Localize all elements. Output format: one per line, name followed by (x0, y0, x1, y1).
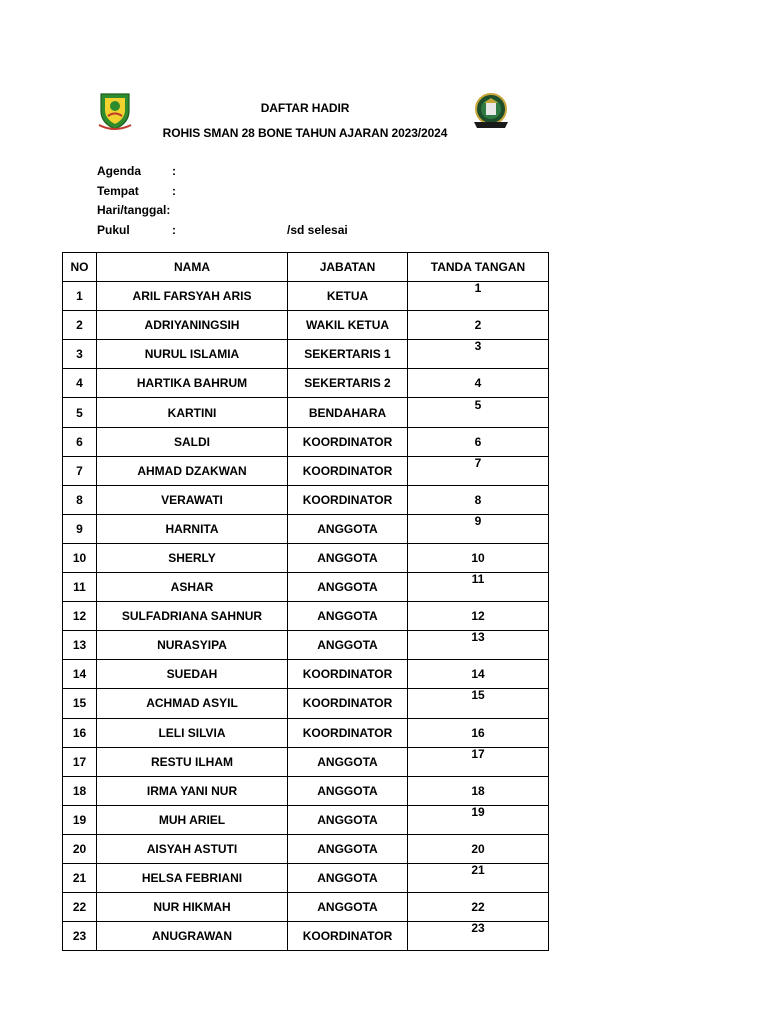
agenda-colon: : (172, 164, 176, 178)
cell-nama-text: AISYAH ASTUTI (146, 841, 238, 856)
header-no: NO (63, 253, 97, 282)
cell-nama-text: NUR HIKMAH (153, 900, 231, 915)
cell-no (63, 631, 97, 660)
cell-nama-text: VERAWATI (161, 492, 223, 507)
cell-signature-text: 7 (474, 456, 482, 470)
cell-signature-text: 13 (471, 630, 485, 645)
cell-no (63, 573, 97, 602)
cell-signature (408, 340, 549, 369)
cell-signature-text: 14 (471, 667, 485, 682)
cell-nama (97, 427, 288, 456)
cell-jabatan (288, 893, 408, 922)
cell-jabatan (288, 573, 408, 602)
cell-jabatan (288, 340, 408, 369)
header-tanda-tangan: TANDA TANGAN (408, 253, 549, 282)
cell-signature-text: 23 (471, 921, 485, 936)
cell-signature (408, 660, 549, 689)
cell-signature (408, 311, 549, 340)
cell-jabatan (288, 514, 408, 543)
cell-nama (97, 282, 288, 311)
cell-jabatan-text: KOORDINATOR (302, 725, 393, 740)
cell-nama (97, 311, 288, 340)
cell-signature-text: 22 (471, 900, 485, 915)
cell-no-text: 13 (72, 638, 87, 653)
cell-no (63, 776, 97, 805)
table-row (63, 398, 549, 427)
page-title: DAFTAR HADIR (260, 101, 350, 115)
cell-jabatan-text: ANGGOTA (317, 900, 378, 915)
cell-nama (97, 573, 288, 602)
cell-nama-text: ADRIYANINGSIH (144, 318, 240, 333)
header-jabatan: JABATAN (288, 253, 408, 282)
cell-nama (97, 922, 288, 951)
cell-jabatan-text: KETUA (326, 289, 369, 304)
cell-no-text: 1 (76, 289, 83, 304)
cell-signature (408, 718, 549, 747)
cell-signature (408, 922, 549, 951)
cell-signature (408, 631, 549, 660)
table-row (63, 863, 549, 892)
cell-no-text: 10 (72, 550, 87, 565)
cell-jabatan (288, 660, 408, 689)
cell-no-text: 6 (76, 434, 83, 449)
cell-nama (97, 834, 288, 863)
table-row (63, 369, 549, 398)
cell-nama (97, 631, 288, 660)
pukul-label: Pukul (97, 222, 130, 237)
cell-signature (408, 427, 549, 456)
table-row (63, 893, 549, 922)
table-row (63, 485, 549, 514)
cell-signature-text: 20 (471, 841, 485, 856)
cell-signature-text: 5 (474, 397, 482, 412)
cell-no-text: 20 (72, 841, 87, 856)
table-row (63, 747, 549, 776)
cell-no (63, 514, 97, 543)
cell-signature-text: 2 (474, 318, 482, 333)
table-row (63, 311, 549, 340)
regional-emblem-icon (97, 91, 133, 131)
cell-jabatan (288, 718, 408, 747)
table-header-row (63, 253, 549, 282)
cell-no-text: 22 (72, 900, 87, 915)
school-badge-icon (470, 92, 512, 130)
cell-jabatan (288, 456, 408, 485)
cell-jabatan (288, 631, 408, 660)
cell-signature-text: 11 (471, 572, 485, 587)
cell-jabatan-text: ANGGOTA (317, 580, 378, 595)
cell-no (63, 922, 97, 951)
cell-nama-text: HELSA FEBRIANI (141, 871, 243, 886)
cell-nama (97, 747, 288, 776)
cell-signature (408, 398, 549, 427)
cell-no-text: 4 (76, 376, 83, 391)
cell-signature (408, 369, 549, 398)
tempat-label: Tempat (97, 183, 139, 198)
cell-jabatan-text: ANGGOTA (317, 550, 378, 565)
cell-signature-text: 16 (471, 725, 485, 740)
cell-jabatan-text: ANGGOTA (317, 783, 378, 798)
cell-signature-text: 17 (471, 747, 485, 761)
table-row (63, 340, 549, 369)
cell-nama (97, 660, 288, 689)
cell-nama (97, 863, 288, 892)
cell-nama-text: MUH ARIEL (158, 812, 226, 827)
cell-no-text: 16 (72, 725, 87, 740)
cell-no (63, 427, 97, 456)
cell-jabatan-text: ANGGOTA (317, 521, 378, 536)
cell-no (63, 369, 97, 398)
cell-signature (408, 543, 549, 572)
cell-nama (97, 485, 288, 514)
cell-jabatan-text: KOORDINATOR (302, 667, 393, 682)
cell-nama-text: HARNITA (165, 521, 219, 536)
cell-nama (97, 776, 288, 805)
cell-no-text: 23 (72, 929, 87, 944)
cell-jabatan-text: SEKERTARIS 2 (304, 376, 391, 391)
cell-no (63, 747, 97, 776)
cell-jabatan (288, 805, 408, 834)
cell-no-text: 19 (72, 812, 87, 827)
table-row (63, 514, 549, 543)
table-row (63, 427, 549, 456)
attendance-table (62, 252, 549, 951)
cell-nama (97, 543, 288, 572)
cell-no (63, 398, 97, 427)
cell-signature-text: 12 (471, 609, 485, 624)
cell-no (63, 805, 97, 834)
cell-no-text: 14 (72, 667, 87, 682)
page-subtitle: ROHIS SMAN 28 BONE TAHUN AJARAN 2023/2024 (162, 126, 448, 140)
table-row (63, 282, 549, 311)
cell-signature-text: 8 (474, 492, 482, 507)
cell-jabatan-text: ANGGOTA (317, 638, 378, 653)
cell-signature (408, 485, 549, 514)
cell-nama-text: AHMAD DZAKWAN (137, 463, 247, 478)
table-row (63, 602, 549, 631)
header-nama: NAMA (97, 253, 288, 282)
table-row (63, 456, 549, 485)
cell-jabatan-text: ANGGOTA (317, 871, 378, 886)
cell-jabatan-text: KOORDINATOR (302, 492, 393, 507)
cell-jabatan (288, 369, 408, 398)
cell-signature (408, 834, 549, 863)
cell-signature-text: 4 (474, 376, 482, 391)
pukul-tail: /sd selesai (287, 222, 348, 237)
cell-no (63, 863, 97, 892)
cell-signature (408, 689, 549, 718)
cell-signature-text: 10 (471, 550, 485, 565)
cell-nama-text: SULFADRIANA SAHNUR (121, 609, 263, 624)
cell-no (63, 543, 97, 572)
cell-signature-text: 3 (474, 339, 482, 354)
cell-jabatan (288, 863, 408, 892)
cell-nama-text: NURUL ISLAMIA (144, 347, 240, 362)
cell-signature-text: 1 (474, 281, 482, 296)
cell-nama-text: ASHAR (170, 580, 214, 595)
cell-nama (97, 456, 288, 485)
cell-signature (408, 282, 549, 311)
cell-jabatan-text: KOORDINATOR (302, 434, 393, 449)
cell-nama-text: ARIL FARSYAH ARIS (132, 289, 252, 304)
cell-jabatan-text: WAKIL KETUA (305, 318, 390, 333)
tempat-colon: : (172, 183, 176, 198)
table-row (63, 660, 549, 689)
cell-no-text: 21 (72, 871, 87, 886)
cell-signature-text: 18 (471, 783, 485, 798)
cell-nama-text: IRMA YANI NUR (146, 783, 238, 798)
cell-no-text: 11 (73, 580, 86, 595)
cell-jabatan (288, 922, 408, 951)
hari-tanggal-label: Hari/tanggal: (97, 203, 171, 217)
cell-no-text: 18 (72, 783, 87, 798)
table-row (63, 631, 549, 660)
cell-signature (408, 776, 549, 805)
cell-nama-text: KARTINI (167, 405, 217, 420)
cell-nama-text: SUEDAH (166, 667, 218, 682)
cell-signature-text: 15 (471, 688, 485, 703)
cell-nama (97, 369, 288, 398)
cell-signature-text: 9 (474, 514, 482, 528)
cell-jabatan-text: ANGGOTA (317, 609, 378, 624)
cell-jabatan (288, 398, 408, 427)
cell-no-text: 7 (76, 463, 83, 478)
cell-signature (408, 893, 549, 922)
cell-jabatan (288, 543, 408, 572)
cell-nama (97, 893, 288, 922)
cell-jabatan-text: KOORDINATOR (302, 696, 393, 711)
cell-nama (97, 398, 288, 427)
cell-no (63, 311, 97, 340)
cell-jabatan (288, 776, 408, 805)
cell-nama-text: SALDI (174, 434, 210, 449)
cell-no (63, 340, 97, 369)
cell-no-text: 8 (76, 492, 83, 507)
cell-nama (97, 718, 288, 747)
cell-nama-text: SHERLY (168, 550, 216, 565)
table-row (63, 776, 549, 805)
table-row (63, 805, 549, 834)
cell-signature-text: 19 (471, 805, 485, 819)
cell-jabatan-text: ANGGOTA (317, 841, 378, 856)
table-row (63, 689, 549, 718)
cell-no-text: 12 (72, 609, 87, 624)
cell-signature (408, 863, 549, 892)
cell-nama-text: LELI SILVIA (158, 725, 226, 740)
cell-jabatan-text: SEKERTARIS 1 (304, 347, 391, 362)
cell-jabatan-text: KOORDINATOR (302, 463, 393, 478)
agenda-label: Agenda (97, 164, 142, 178)
cell-signature (408, 805, 549, 834)
cell-no-text: 3 (76, 347, 83, 362)
cell-jabatan (288, 689, 408, 718)
cell-signature-text: 21 (471, 863, 485, 878)
cell-no-text: 17 (72, 754, 87, 769)
table-row (63, 718, 549, 747)
cell-signature (408, 602, 549, 631)
cell-nama (97, 689, 288, 718)
cell-nama (97, 602, 288, 631)
cell-jabatan-text: ANGGOTA (317, 754, 378, 769)
pukul-colon: : (172, 222, 176, 237)
cell-no-text: 9 (76, 521, 83, 536)
cell-nama-text: HARTIKA BAHRUM (136, 376, 248, 391)
cell-signature (408, 573, 549, 602)
cell-no (63, 456, 97, 485)
cell-jabatan (288, 834, 408, 863)
cell-no (63, 485, 97, 514)
cell-jabatan (288, 282, 408, 311)
cell-no-text: 15 (72, 696, 87, 711)
cell-signature (408, 514, 549, 543)
cell-jabatan (288, 427, 408, 456)
cell-jabatan (288, 485, 408, 514)
table-row (63, 543, 549, 572)
table-row (63, 922, 549, 951)
cell-no (63, 602, 97, 631)
cell-no (63, 282, 97, 311)
cell-nama-text: RESTU ILHAM (151, 754, 233, 769)
cell-signature (408, 456, 549, 485)
cell-no (63, 660, 97, 689)
cell-jabatan-text: ANGGOTA (317, 812, 378, 827)
cell-jabatan-text: KOORDINATOR (302, 929, 393, 944)
cell-nama-text: NURASYIPA (157, 638, 227, 653)
cell-no (63, 689, 97, 718)
cell-nama (97, 805, 288, 834)
cell-nama (97, 514, 288, 543)
cell-nama (97, 340, 288, 369)
cell-jabatan (288, 311, 408, 340)
cell-jabatan-text: BENDAHARA (308, 405, 387, 420)
table-row (63, 573, 549, 602)
cell-jabatan (288, 747, 408, 776)
cell-signature-text: 6 (474, 434, 482, 449)
cell-nama-text: ANUGRAWAN (152, 929, 232, 944)
cell-no-text: 2 (76, 318, 83, 333)
cell-nama-text: ACHMAD ASYIL (146, 696, 238, 711)
cell-no (63, 893, 97, 922)
cell-no-text: 5 (76, 405, 83, 420)
cell-no (63, 718, 97, 747)
cell-signature (408, 747, 549, 776)
cell-no (63, 834, 97, 863)
table-row (63, 834, 549, 863)
cell-jabatan (288, 602, 408, 631)
